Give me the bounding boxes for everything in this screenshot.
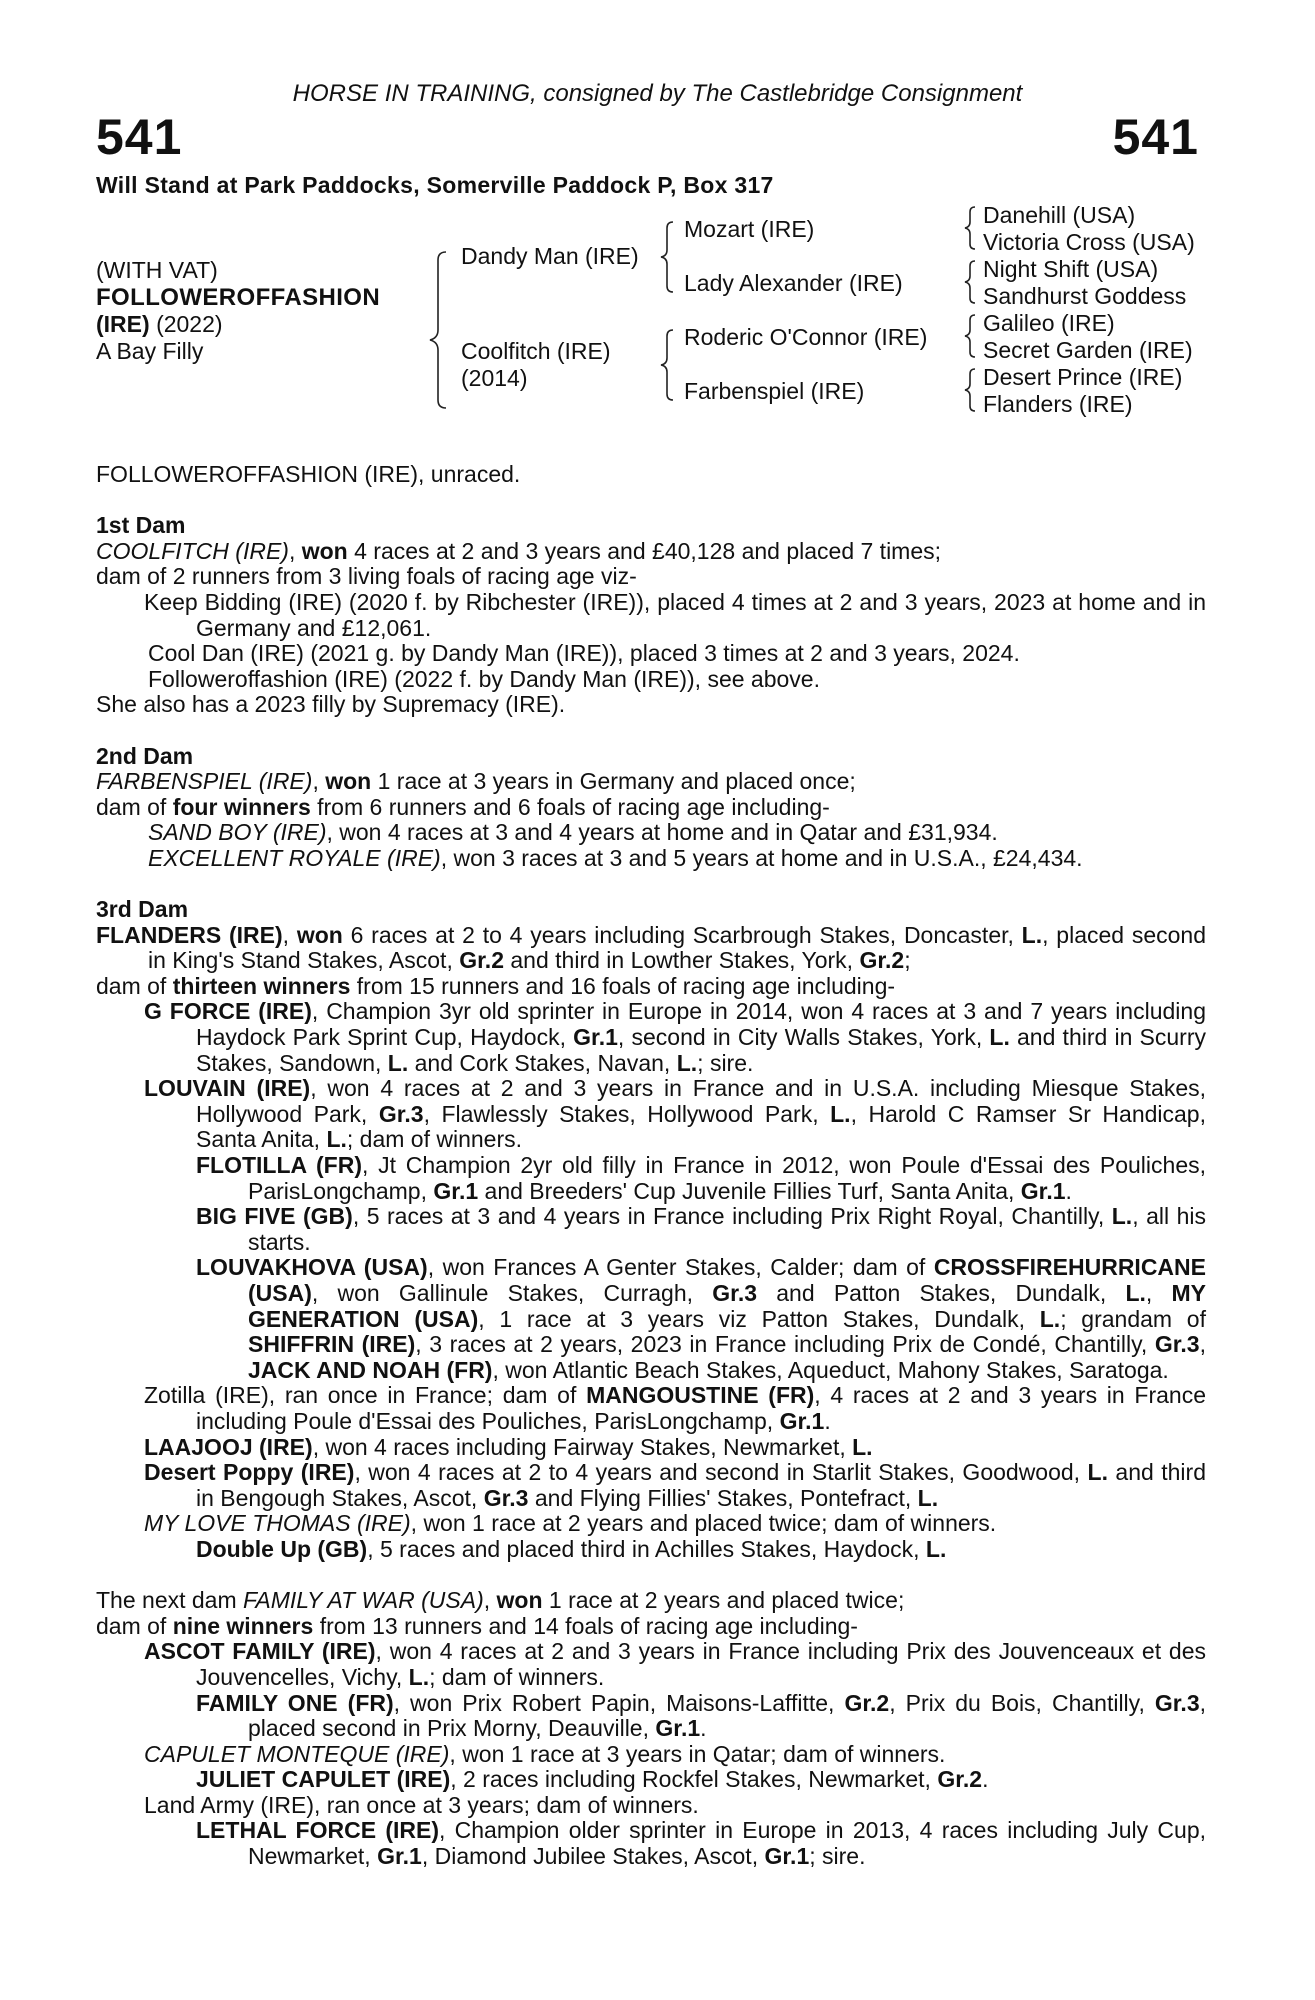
dam3-big-five: BIG FIVE (GB), 5 races at 3 and 4 years in France including Prix Right Royal, Chantilly, L., all his starts. (196, 1203, 1206, 1255)
g3-sandhurst-goddess: Sandhurst Goddess (983, 283, 1187, 309)
dam3-zotilla: Zotilla (IRE), ran once in France; dam of MANGOUSTINE (FR), 4 races at 2 and 3 years in France including Poule d'Essai des Pouliches, ParisLongchamp, Gr.1. (144, 1382, 1207, 1434)
next-dam-capulet-monteque: CAPULET MONTEQUE (IRE), won 1 race at 3 years in Qatar; dam of winners. (144, 1740, 946, 1767)
brace-g3-2 (965, 261, 975, 303)
produce-keep-bidding: Keep Bidding (IRE) (2020 f. by Ribchester (IRE)), placed 4 times at 2 and 3 years, 2023 at home and in Germany and £12,061. (144, 588, 1206, 641)
brace-g3-1 (965, 207, 975, 249)
next-dam-intro: The next dam FAMILY AT WAR (USA), won 1 race at 2 years and placed twice; (96, 1587, 905, 1614)
brace-g3-3 (965, 315, 975, 357)
dam1-line2: dam of 2 runners from 3 living foals of racing age viz- (96, 563, 637, 590)
dam-dam: Farbenspiel (IRE) (684, 378, 865, 404)
dam-sire: Roderic O'Connor (IRE) (684, 324, 928, 350)
brace-main (430, 252, 446, 408)
next-dam-land-army: Land Army (IRE), ran once at 3 years; dam of winners. (144, 1791, 699, 1818)
dam3-double-up: Double Up (GB), 5 races and placed third in Achilles Stakes, Haydock, L. (196, 1535, 947, 1562)
g3-danehill: Danehill (USA) (983, 202, 1136, 228)
dam2-sand-boy: SAND BOY (IRE), won 4 races at 3 and 4 years at home and in Qatar and £31,934. (148, 819, 998, 846)
dam2-line1: FARBENSPIEL (IRE), won 1 race at 3 years in Germany and placed once; (96, 768, 856, 795)
horse-vat: (WITH VAT) (96, 257, 218, 283)
next-dam-ascot-family: ASCOT FAMILY (IRE), won 4 races at 2 and 3 years in France including Prix des Jouvenceaux et des Jouvencelles, Vichy, L.; dam of winners. (144, 1638, 1206, 1690)
horse-country-year: (IRE) (2022) (96, 311, 223, 337)
g3-desert-prince: Desert Prince (IRE) (983, 364, 1183, 390)
next-dam-lethal-force: LETHAL FORCE (IRE), Champion older sprinter in Europe in 2013, 4 races including July Cup, Newmarket, Gr.1, Diamond Jubilee Stakes, Ascot, Gr.1; sire. (196, 1817, 1207, 1870)
g3-flanders: Flanders (IRE) (983, 391, 1133, 417)
g3-night-shift: Night Shift (USA) (983, 256, 1159, 282)
dam3-g-force: G FORCE (IRE), Champion 3yr old sprinter in Europe in 2014, won 4 races at 3 and 7 years including Haydock Park Sprint Cup, Haydock, Gr.1, second in City Walls Stakes, York, L. and third in Scurry Stakes, Sandown, L. and Cork Stakes, Navan, L.; sire. (144, 998, 1206, 1076)
section-heading-3rd-dam: 3rd Dam (96, 896, 189, 923)
dam1-also: She also has a 2023 filly by Supremacy (IRE). (96, 691, 566, 718)
stand-location: Will Stand at Park Paddocks, Somerville Paddock P, Box 317 (96, 172, 774, 198)
brace-g3-4 (965, 369, 975, 411)
dam: Coolfitch (IRE) (461, 338, 611, 364)
dam3-produce-summary: dam of thirteen winners from 15 runners and 16 foals of racing age including- (96, 972, 896, 999)
section-heading-1st-dam: 1st Dam (96, 512, 186, 539)
catalogue-header: HORSE IN TRAINING, consigned by The Castlebridge Consignment (292, 80, 1023, 107)
g3-victoria-cross: Victoria Cross (USA) (983, 229, 1195, 255)
g3-secret-garden: Secret Garden (IRE) (983, 337, 1193, 363)
dam3-laajooj: LAAJOOJ (IRE), won 4 races including Fairway Stakes, Newmarket, L. (144, 1433, 873, 1460)
next-dam-family-one: FAMILY ONE (FR), won Prix Robert Papin, Maisons-Laffitte, Gr.2, Prix du Bois, Chantilly, Gr.3, placed second in Prix Morny, Deauville, Gr.1. (196, 1689, 1207, 1742)
produce-followeroffashion: Followeroffashion (IRE) (2022 f. by Dandy Man (IRE)), see above. (148, 665, 820, 692)
dam3-my-love-thomas: MY LOVE THOMAS (IRE), won 1 race at 2 years and placed twice; dam of winners. (144, 1510, 997, 1537)
dam2-line2: dam of four winners from 6 runners and 6 foals of racing age including- (96, 793, 830, 820)
dam3-louvakhova: LOUVAKHOVA (USA), won Frances A Genter Stakes, Calder; dam of CROSSFIREHURRICANE (USA), won Gallinule Stakes, Curragh, Gr.3 and Patton Stakes, Dundalk, L., MY GENERATION (USA), 1 race at 3 years viz Patton Stakes, Dundalk, L.; grandam of SHIFFRIN (IRE), 3 races at 2 years, 2023 in France including Prix de Condé, Chantilly, Gr.3, JACK AND NOAH (FR), won Atlantic Beach Stakes, Aqueduct, Mahony Stakes, Saratoga. (196, 1254, 1207, 1383)
race-record: FOLLOWEROFFASHION (IRE), unraced. (96, 461, 521, 487)
dam3-louvain: LOUVAIN (IRE), won 4 races at 2 and 3 years in France and in U.S.A. including Miesque Stakes, Hollywood Park, Gr.3, Flawlessly Stakes, Hollywood Park, L., Harold C Ramser Sr Handicap, Santa Anita, L.; dam of winners. (144, 1075, 1207, 1153)
dam1-line1: COOLFITCH (IRE), won 4 races at 2 and 3 years and £40,128 and placed 7 times; (96, 537, 942, 564)
lot-number-right: 541 (1112, 109, 1199, 165)
dam-year: (2014) (461, 365, 528, 391)
section-heading-2nd-dam: 2nd Dam (96, 742, 194, 769)
next-dam-summary: dam of nine winners from 13 runners and 14 foals of racing age including- (96, 1612, 858, 1639)
lot-number-left: 541 (96, 109, 183, 165)
g3-galileo: Galileo (IRE) (983, 310, 1115, 336)
dam2-excellent-royale: EXCELLENT ROYALE (IRE), won 3 races at 3 and 5 years at home and in U.S.A., £24,434. (148, 844, 1083, 871)
dam3-flotilla: FLOTILLA (FR), Jt Champion 2yr old filly in France in 2012, won Poule d'Essai des Pouliches, ParisLongchamp, Gr.1 and Breeders' Cup Juvenile Fillies Turf, Santa Anita, Gr.1. (196, 1152, 1207, 1204)
sire: Dandy Man (IRE) (461, 243, 639, 269)
dam3-desert-poppy: Desert Poppy (IRE), won 4 races at 2 to 4 years and second in Starlit Stakes, Goodwood, L. and third in Bengough Stakes, Ascot, Gr.3 and Flying Fillies' Stakes, Pontefract, L. (144, 1459, 1206, 1511)
brace-sire (661, 222, 673, 292)
horse-name: FOLLOWEROFFASHION (96, 284, 381, 311)
dam3-flanders: FLANDERS (IRE), won 6 races at 2 to 4 years including Scarbrough Stakes, Doncaster, L., placed second in King's Stand Stakes, Ascot, Gr.2 and third in Lowther Stakes, York, Gr.2; (96, 921, 1207, 974)
pedigree-braces (0, 0, 1315, 430)
sire-dam: Lady Alexander (IRE) (684, 270, 903, 296)
next-dam-juliet-capulet: JULIET CAPULET (IRE), 2 races including Rockfel Stakes, Newmarket, Gr.2. (196, 1766, 989, 1793)
sire-sire: Mozart (IRE) (684, 216, 815, 242)
horse-description: A Bay Filly (96, 338, 204, 364)
catalogue-body (96, 462, 1206, 1870)
brace-dam (661, 330, 673, 400)
produce-cool-dan: Cool Dan (IRE) (2021 g. by Dandy Man (IRE)), placed 3 times at 2 and 3 years, 2024. (148, 640, 1020, 667)
